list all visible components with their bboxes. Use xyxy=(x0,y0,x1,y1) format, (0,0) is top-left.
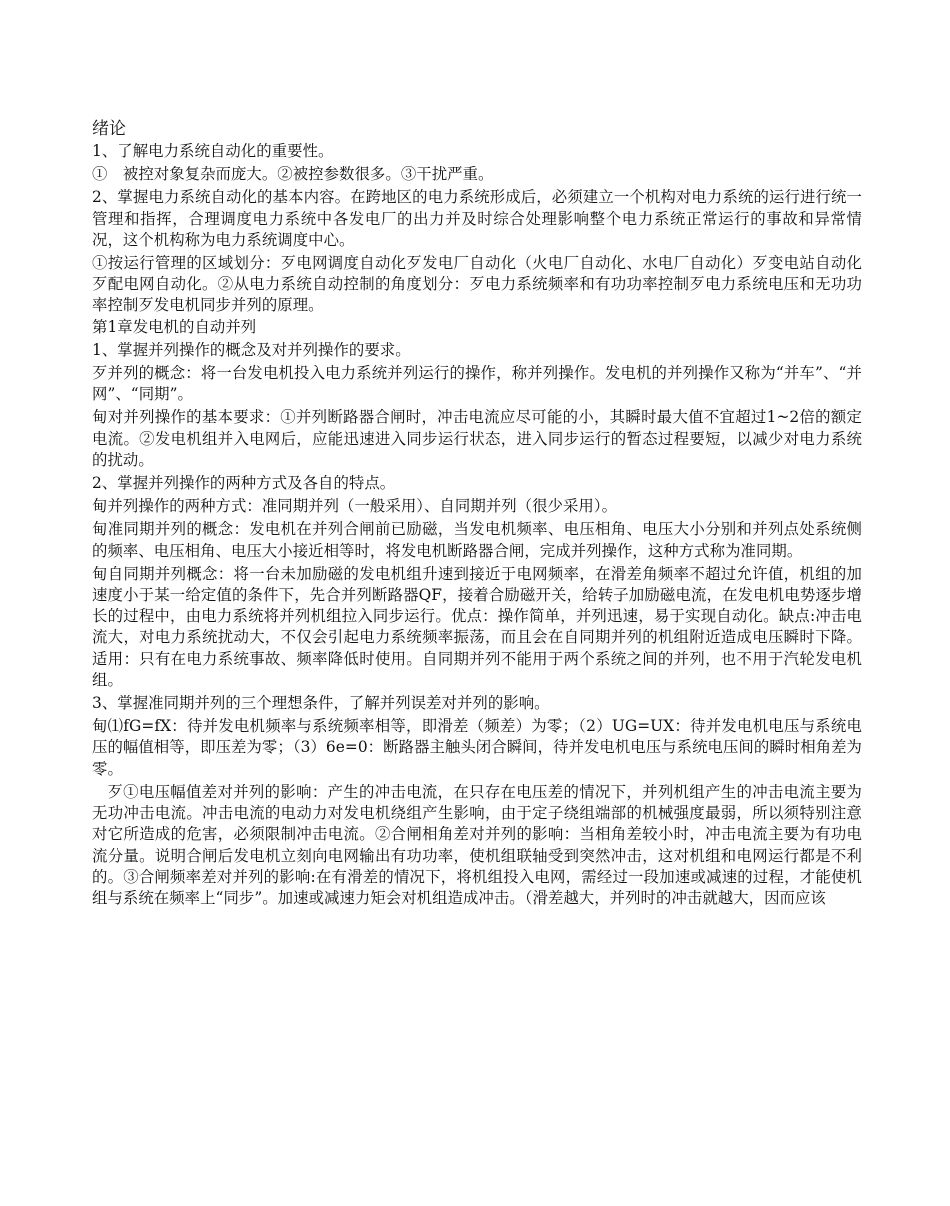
paragraph-6: 1、掌握并列操作的概念及对并列操作的要求。 xyxy=(92,340,411,359)
paragraph-13: 3、掌握准同期并列的三个理想条件，了解并列误差对并列的影响。 xyxy=(92,694,550,713)
paragraph-14: 甸⑴fG=fX：待并发电机频率与系统频率相等，即滑差（频差）为零；（2）UG=UX：待并发电机电压与系统电压的幅值相等，即压差为零；（3）6e=0：断路器主触头闭合瞬间，待并发电机电压与系统电压间的瞬时相角差为零。 xyxy=(92,717,862,778)
paragraph-4: ①按运行管理的区域划分：歹电网调度自动化歹发电厂自动化（火电厂自动化、水电厂自动化）歹变电站自动化歹配电网自动化。②从电力系统自动控制的角度划分：歹电力系统频率和有功功率控制歹电力系统电压和无功功率控制歹发电机同步并列的原理。 xyxy=(92,254,862,315)
paragraph-9: 2、掌握并列操作的两种方式及各自的特点。 xyxy=(92,474,396,493)
document-body xyxy=(92,118,862,909)
paragraph-12: 甸自同期并列概念：将一台未加励磁的发电机组升速到接近于电网频率，在滑差角频率不超过允许值，机组的加速度小于某一给定值的条件下，先合并列断路器QF，接着合励磁开关，给转子加励磁电流，在发电机电势逐步增长的过程中，由电力系统将并列机组拉入同步运行。优点：操作简单，并列迅速，易于实现自动化。缺点:冲击电流大，对电力系统扰动大，不仅会引起电力系统频率振荡，而且会在自同期并列的机组附近造成电压瞬时下降。适用：只有在电力系统事故、频率降低时使用。自同期并列不能用于两个系统之间的并列，也不用于汽轮发电机组。 xyxy=(92,564,862,689)
paragraph-1: 1、了解电力系统自动化的重要性。 xyxy=(92,142,334,160)
paragraph-10: 甸并列操作的两种方式：准同期并列（一般采用）、自同期并列（很少采用）。 xyxy=(92,497,618,516)
section-title: 绪论 xyxy=(92,119,127,139)
paragraph-15: 歹①电压幅值差对并列的影响：产生的冲击电流，在只存在电压差的情况下，并列机组产生的冲击电流主要为无功冲击电流。冲击电流的电动力对发电机绕组产生影响，由于定子绕组端部的机械强度最弱，所以须特别注意对它所造成的危害，必须限制冲击电流。②合闸相角差对并列的影响：当相角差较小时，冲击电流主要为有功电流分量。说明合闸后发电机立刻向电网输出有功功率，使机组联轴受到突然冲击，这对机组和电网运行都是不利的。③合闸频率差对并列的影响:在有滑差的情况下，将机组投入电网，需经过一段加速或减速的过程，才能使机组与系统在频率上“同步”。加速或减速力矩会对机组造成冲击。（滑差越大，并列时的冲击就越大，因而应该 xyxy=(92,782,862,907)
paragraph-7: 歹并列的概念：将一台发电机投入电力系统并列运行的操作，称并列操作。发电机的并列操作又称为“并车”、“并网”、“同期”。 xyxy=(92,364,862,404)
paragraph-2: ① 被控对象复杂而庞大。②被控参数很多。③干扰严重。 xyxy=(92,165,494,184)
chapter-heading: 第1章发电机的自动并列 xyxy=(92,317,257,336)
paragraph-11: 甸准同期并列的概念：发电机在并列合闸前已励磁，当发电机频率、电压相角、电压大小分别和并列点处系统侧的频率、电压相角、电压大小接近相等时，将发电机断路器合闸，完成并列操作，这种方式称为准同期。 xyxy=(92,520,862,560)
paragraph-3: 2、掌握电力系统自动化的基本内容。在跨地区的电力系统形成后，必须建立一个机构对电力系统的运行进行统一管理和指挥，合理调度电力系统中各发电厂的出力并及时综合处理影响整个电力系统正常运行的事故和异常情况，这个机构称为电力系统调度中心。 xyxy=(92,188,862,249)
paragraph-8: 甸对并列操作的基本要求：①并列断路器合闸时，冲击电流应尽可能的小，其瞬时最大值不宜超过1~2倍的额定电流。②发电机组并入电网后，应能迅速进入同步运行状态，进入同步运行的暂态过程要短，以减少对电力系统的扰动。 xyxy=(92,408,862,469)
